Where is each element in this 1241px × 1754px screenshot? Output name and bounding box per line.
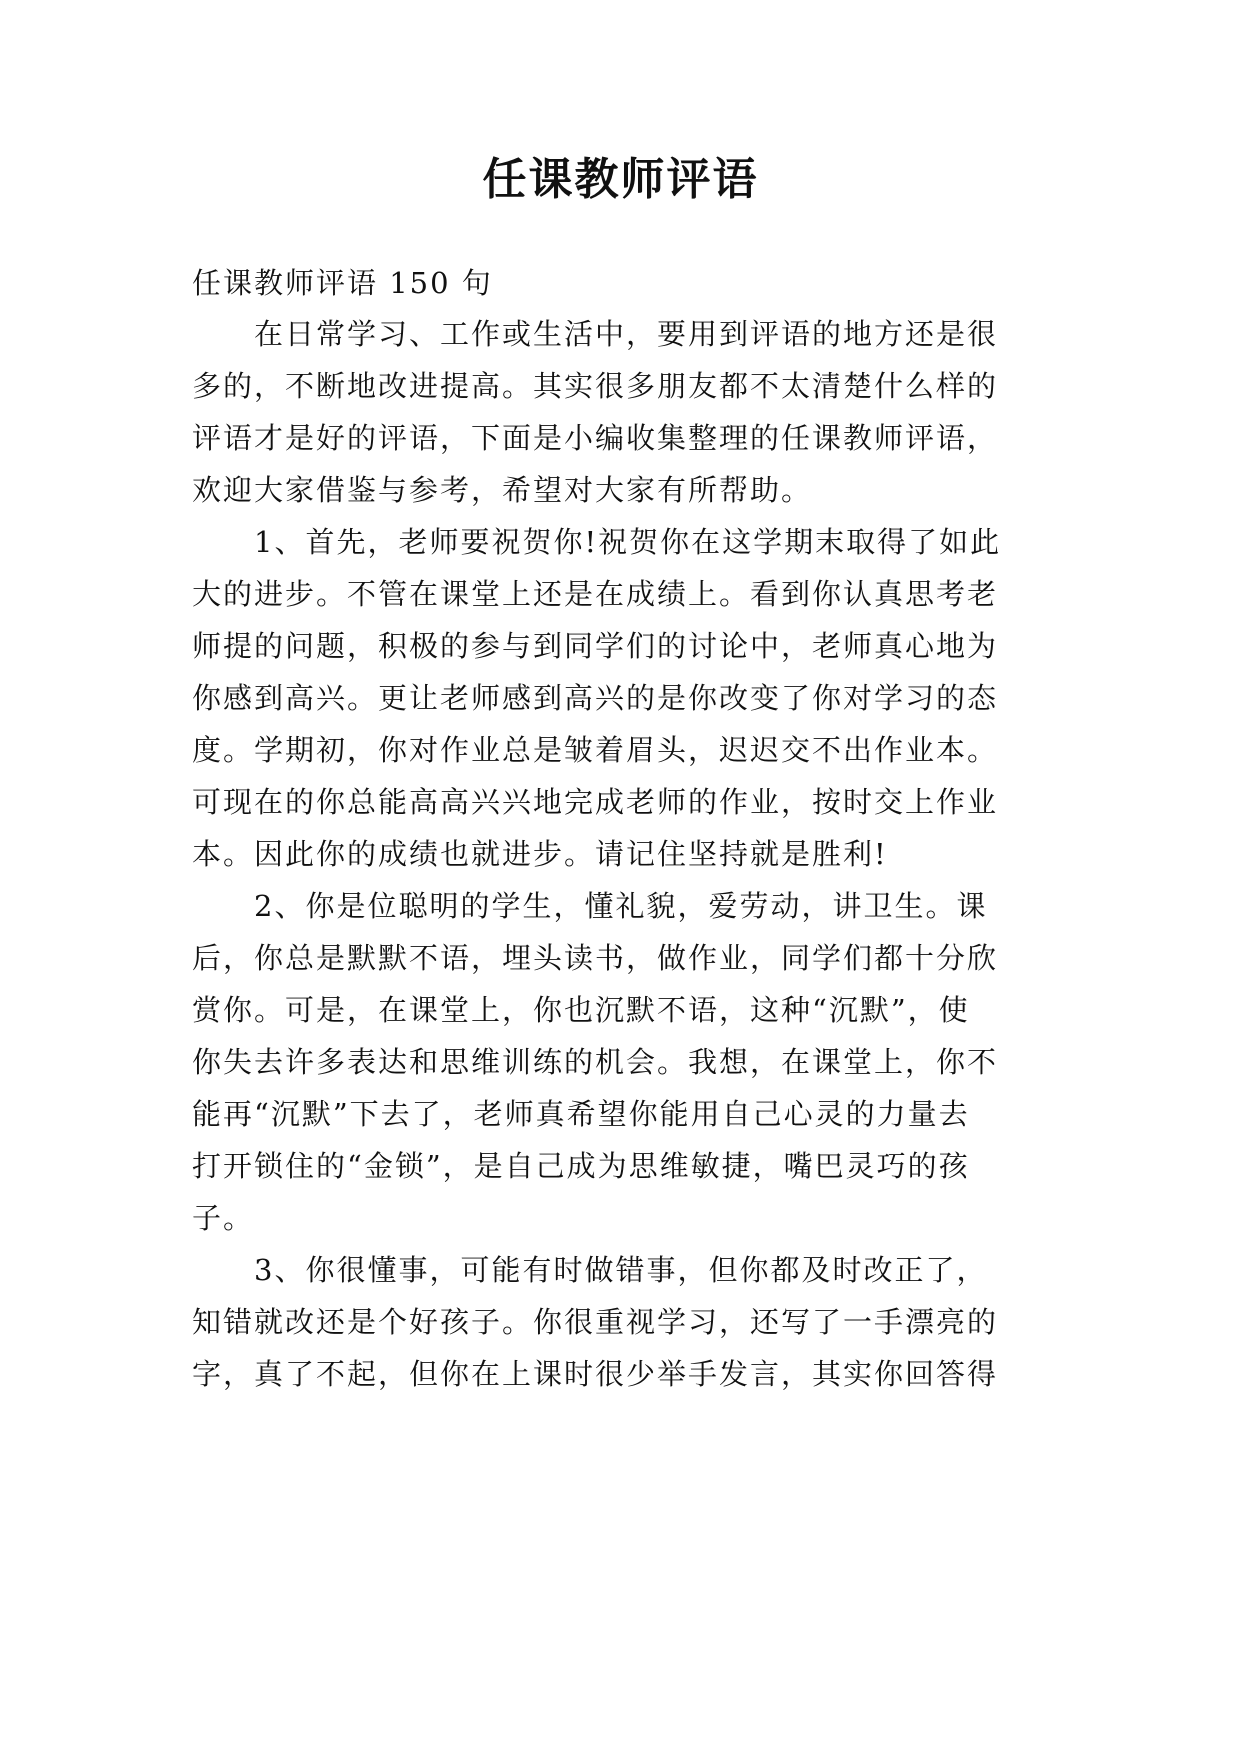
paragraph-line: 你失去许多表达和思维训练的机会。我想，在课堂上，你不 <box>192 1045 999 1079</box>
paragraph-line: 2、你是位聪明的学生，懂礼貌，爱劳动，讲卫生。课 <box>192 889 988 923</box>
paragraph-line: 你感到高兴。更让老师感到高兴的是你改变了你对学习的态 <box>192 681 999 715</box>
paragraph-line: 知错就改还是个好孩子。你很重视学习，还写了一手漂亮的 <box>192 1305 999 1339</box>
paragraph-line: 字，真了不起，但你在上课时很少举手发言，其实你回答得 <box>192 1357 999 1391</box>
paragraph-line: 师提的问题，积极的参与到同学们的讨论中，老师真心地为 <box>192 629 999 663</box>
paragraph-line: 评语才是好的评语，下面是小编收集整理的任课教师评语， <box>192 421 999 455</box>
paragraph-line: 后，你总是默默不语，埋头读书，做作业，同学们都十分欣 <box>192 941 999 975</box>
paragraph-line: 3、你很懂事，可能有时做错事，但你都及时改正了， <box>192 1253 988 1287</box>
paragraph-line: 度。学期初，你对作业总是皱着眉头，迟迟交不出作业本。 <box>192 733 999 767</box>
paragraph-line: 多的，不断地改进提高。其实很多朋友都不太清楚什么样的 <box>192 369 999 403</box>
paragraph-line: 1、首先，老师要祝贺你!祝贺你在这学期末取得了如此 <box>192 525 1002 559</box>
paragraph-line: 能再“沉默”下去了，老师真希望你能用自己心灵的力量去 <box>192 1097 970 1131</box>
document-title: 任课教师评语 <box>482 154 759 205</box>
document-subtitle: 任课教师评语 150 句 <box>192 266 493 300</box>
paragraph-line: 本。因此你的成绩也就进步。请记住坚持就是胜利! <box>192 837 888 871</box>
paragraph-line: 在日常学习、工作或生活中，要用到评语的地方还是很 <box>192 317 999 351</box>
paragraph-line: 赏你。可是，在课堂上，你也沉默不语，这种“沉默”，使 <box>192 993 970 1027</box>
paragraph-line: 大的进步。不管在课堂上还是在成绩上。看到你认真思考老 <box>192 577 999 611</box>
paragraph-line: 可现在的你总能高高兴兴地完成老师的作业，按时交上作业 <box>192 785 999 819</box>
paragraph-line: 打开锁住的“金锁”，是自己成为思维敏捷，嘴巴灵巧的孩 <box>192 1149 970 1183</box>
paragraph-line: 子。 <box>192 1201 255 1235</box>
paragraph-line: 欢迎大家借鉴与参考，希望对大家有所帮助。 <box>192 473 813 507</box>
